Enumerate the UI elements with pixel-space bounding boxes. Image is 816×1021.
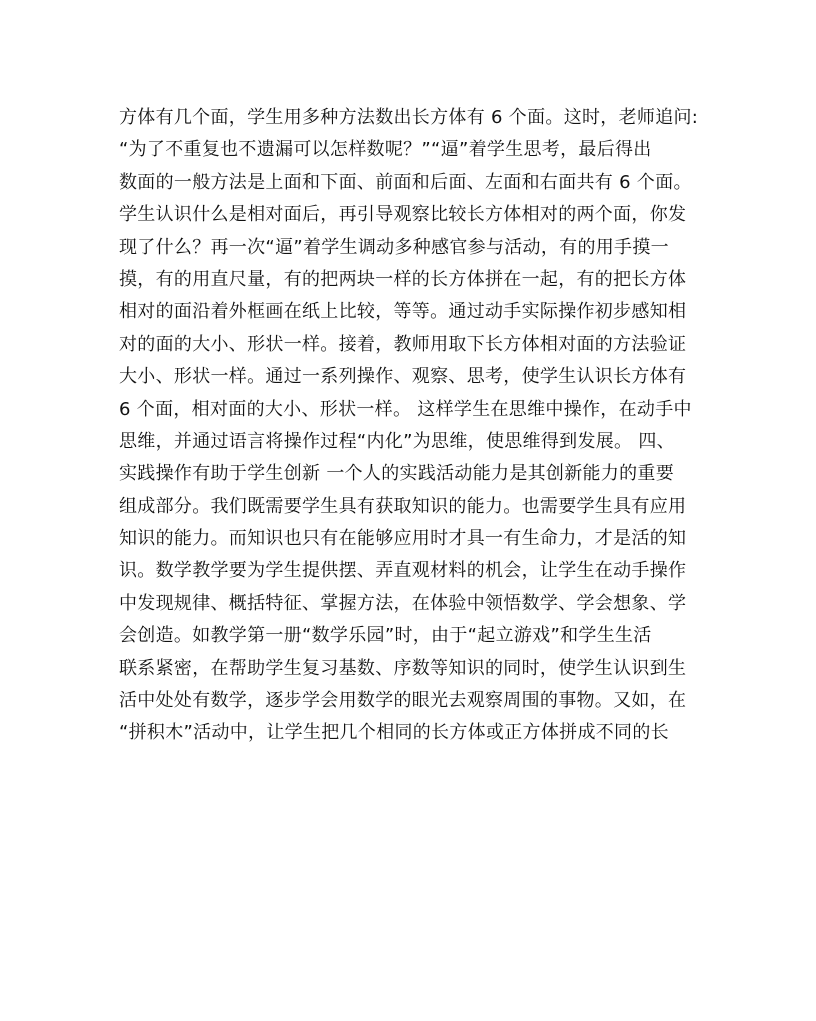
text-line: 学生认识什么是相对面后，再引导观察比较长方体相对的两个面，你发 xyxy=(119,204,687,226)
text-line: “为了不重复也不遗漏可以怎样数呢？”“逼”着学生思考，最后得出 xyxy=(119,139,652,161)
text-line: 大小、形状一样。通过一系列操作、观察、思考，使学生认识长方体有 xyxy=(119,366,687,388)
text-line: “拼积木”活动中，让学生把几个相同的长方体或正方体拼成不同的长 xyxy=(119,722,669,744)
text-line: 数面的一般方法是上面和下面、前面和后面、左面和右面共有 6 个面。 xyxy=(119,171,692,193)
text-line: 摸，有的用直尺量，有的把两块一样的长方体拼在一起，有的把长方体 xyxy=(119,268,687,290)
text-line: 实践操作有助于学生创新 一个人的实践活动能力是其创新能力的重要 xyxy=(119,463,675,485)
text-line: 思维，并通过语言将操作过程“内化”为思维，使思维得到发展。 四、 xyxy=(119,430,675,452)
text-line: 对的面的大小、形状一样。接着，教师用取下长方体相对面的方法验证 xyxy=(119,333,687,355)
text-line: 现了什么？再一次“逼”着学生调动多种感官参与活动，有的用手摸一 xyxy=(119,236,669,258)
text-line: 活中处处有数学，逐步学会用数学的眼光去观察周围的事物。又如，在 xyxy=(119,690,687,712)
body-text xyxy=(119,102,699,750)
text-line: 组成部分。我们既需要学生具有获取知识的能力。也需要学生具有应用 xyxy=(119,495,687,517)
text-line: 中发现规律、概括特征、掌握方法，在体验中领悟数学、学会想象、学 xyxy=(119,592,687,614)
text-line: 会创造。如教学第一册“数学乐园”时，由于“起立游戏”和学生生活 xyxy=(119,625,652,647)
text-line: 相对的面沿着外框画在纸上比较，等等。通过动手实际操作初步感知相 xyxy=(119,301,687,323)
text-line: 6 个面，相对面的大小、形状一样。 这样学生在思维中操作，在动手中 xyxy=(119,398,692,420)
text-line: 联系紧密，在帮助学生复习基数、序数等知识的同时，使学生认识到生 xyxy=(119,657,687,679)
text-line: 方体有几个面，学生用多种方法数出长方体有 6 个面。这时，老师追问: xyxy=(119,107,699,128)
text-line: 识。数学教学要为学生提供摆、弄直观材料的机会，让学生在动手操作 xyxy=(119,560,687,582)
text-line: 知识的能力。而知识也只有在能够应用时才具一有生命力，才是活的知 xyxy=(119,528,687,550)
